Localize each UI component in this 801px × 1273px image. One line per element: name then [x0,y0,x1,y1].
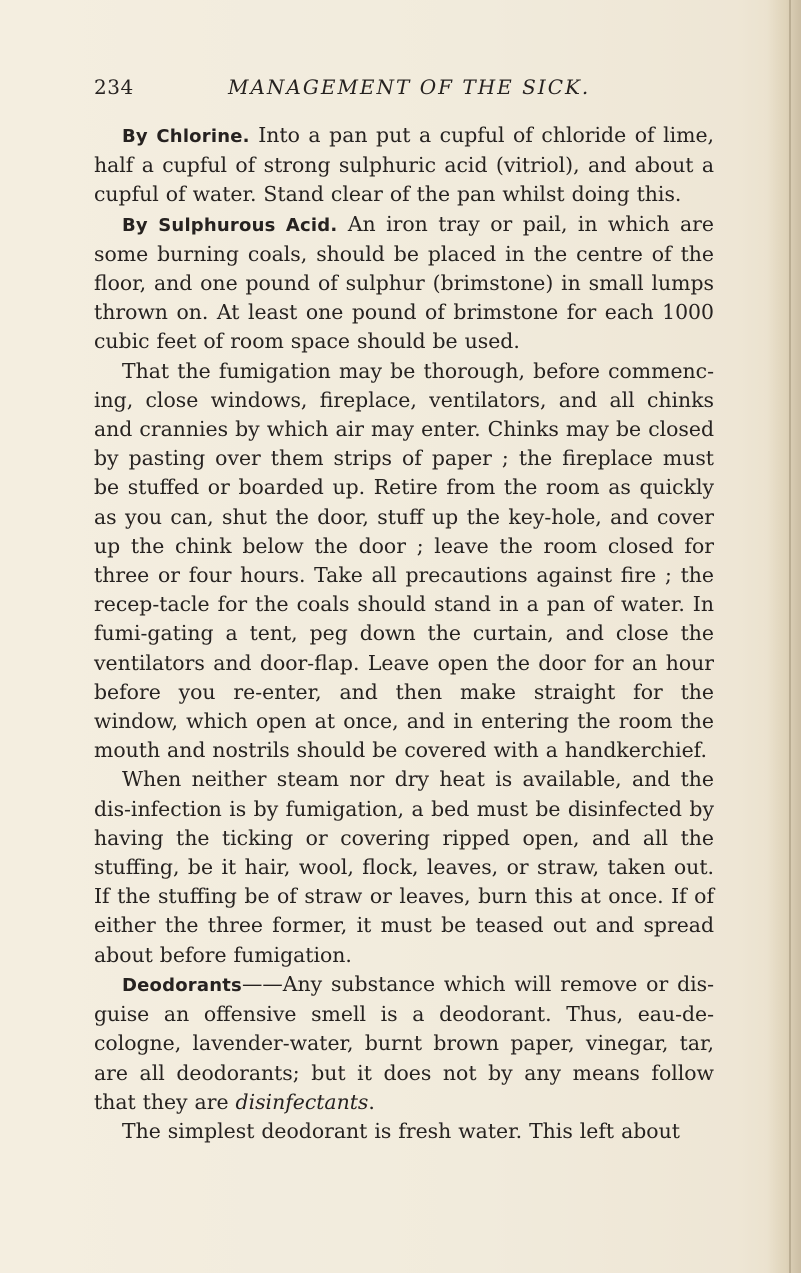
page-edge-shadow [767,0,801,1273]
paragraph-sulphurous-acid [94,210,714,357]
page-number: 234 [94,75,134,99]
paragraph-text: An iron tray or pail, in which are some burning coals, should be placed in the centre of the floor, and one pound of sulphur (brimstone) in small lumps thrown on. At least one pound of brimstone for each 1000 cubic feet of room space should be used. [94,211,714,354]
running-head: MANAGEMENT OF THE SICK. [228,75,591,99]
page-edge-line [789,0,791,1273]
page-body [94,121,714,1146]
paragraph-lead: Deodorants [122,974,242,996]
paragraph-simplest-deodorant [94,1117,714,1146]
paragraph-lead: By Sulphurous Acid. [122,214,338,236]
paragraph-text: When neither steam nor dry heat is available, and the dis-infection is by fumigation, a bed must be disinfected by having the ticking or covering ripped open, and all the stuffing, be it hair, wool, flock, leaves, or straw, taken out. If the stuffing be of straw or leaves, burn this at once. If of either the three former, it must be teased out and spread about before fumigation. [94,767,714,967]
page-header [0,75,801,107]
emphasis-disinfectants: disinfectants [235,1089,369,1114]
paragraph-text: Into a pan put a cupful of chloride of lime, half a cupful of strong sulphuric acid (vitriol), and about a cupful of water. Stand clear of the pan whilst doing this. [94,123,714,207]
paragraph-text: That the fumigation may be thorough, before commenc-ing, close windows, fireplace, ventilators, and all chinks and crannies by which air may enter. Chinks may be closed by pasting over them strips of paper ; the fireplace must be stuffed or boarded up. Retire from the room as quickly as you can, shut the door, stuff up the key-hole, and cover up the chink below the door ; leave the room closed for three or four hours. Take all precautions against fire ; the recep-tacle for the coals should stand in a pan of water. In fumi-gating a tent, peg down the curtain, and close the ventilators and door-flap. Leave open the door for an hour before you re-enter, and then make straight for the window, which open at once, and in entering the room the mouth and nostrils should be covered with a handkerchief. [94,358,714,763]
paragraph-text: The simplest deodorant is fresh water. This left about [122,1118,680,1143]
paragraph-chlorine [94,121,714,210]
paragraph-lead: By Chlorine. [122,126,250,147]
paragraph-tail: . [368,1089,375,1114]
paragraph-text: ——Any substance which will remove or dis-guise an offensive smell is a deodorant. Thus, eau-de-cologne, lavender-water, burnt brown paper, vinegar, tar, are all deodorants; but it does not by any means follow that they are [94,971,714,1114]
paragraph-deodorants [94,970,714,1117]
paragraph-fumigation [94,357,714,766]
paragraph-bed-disinfection [94,765,714,969]
